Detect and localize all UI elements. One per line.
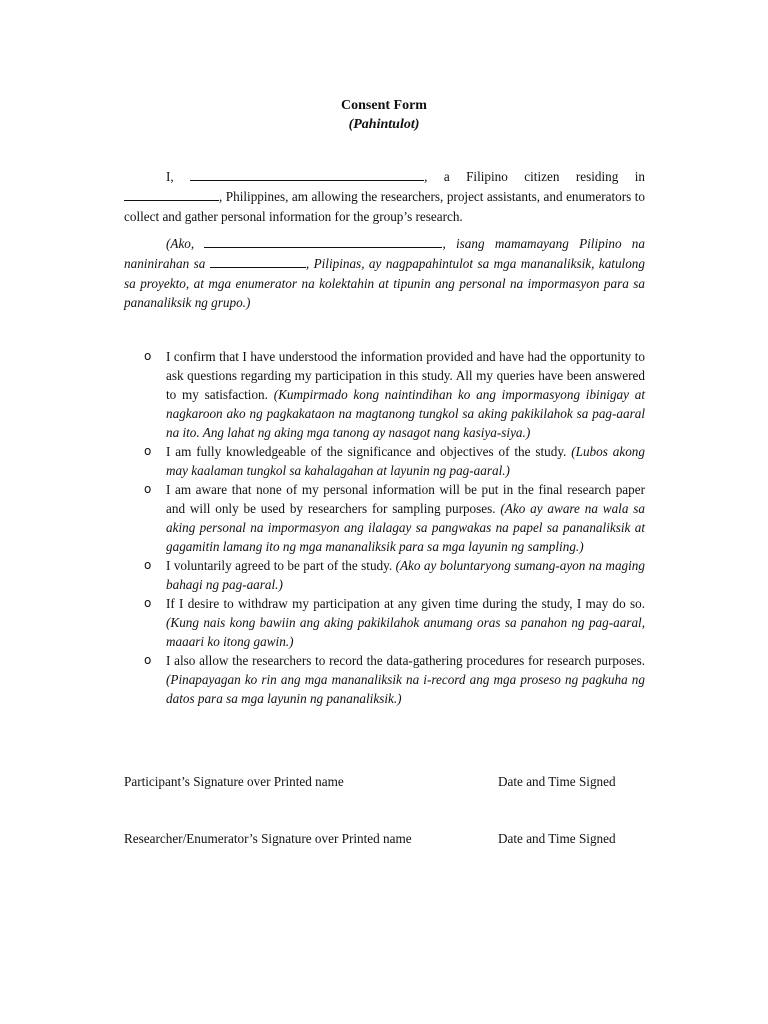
- bullet-icon: o: [144, 653, 152, 667]
- form-subtitle: (Pahintulot): [348, 117, 420, 132]
- intro-tl-start: (Ako,: [166, 236, 205, 251]
- list-item: [124, 347, 645, 442]
- bullet-icon: o: [144, 558, 152, 572]
- statement-en: I am aware that none of my personal information will be put in the final research paper and will only be used by researchers for sampling purposes.: [166, 482, 645, 516]
- form-title: Consent Form: [341, 98, 427, 113]
- statement-en: I confirm that I have understood the information provided and have had the opportunity to ask questions regarding my participation in this study. All my queries have been answered to my satisfaction.: [166, 349, 645, 402]
- list-item: [124, 594, 645, 651]
- statement-tl: (Ako ay boluntaryong sumang-ayon na maging bahagi ng pag-aaral.): [166, 558, 645, 592]
- researcher-date-label: Date and Time Signed: [498, 831, 616, 846]
- statement-tl: (Lubos akong may kaalaman tungkol sa kahalagahan at layunin ng pag-aaral.): [166, 444, 645, 478]
- participant-date-label: Date and Time Signed: [498, 774, 616, 789]
- residence-blank[interactable]: [124, 186, 219, 201]
- intro-en-mid2: , Philippines, am allowing the researchers, project assistants, and enumerators to collect and gather personal information for the group’s research.: [124, 189, 645, 224]
- intro-tl-mid1: , isang mamamayang Pilipino na naninirahan sa: [124, 236, 645, 272]
- statement-tl: (Kumpirmado kong naintindihan ko ang impormasyong ibinigay at nagkaroon ako ng pagkakataon na magtanong tungkol sa aking pakikilahok sa pag-aaral na ito. Ang lahat ng aking mga tanong ay nasagot nang kasiya-siya.): [166, 387, 645, 440]
- intro-paragraph-english: [124, 166, 645, 226]
- list-item: [124, 556, 645, 594]
- intro-tl-mid2: , Pilipinas, ay nagpapahintulot sa mga mananaliksik, katulong sa proyekto, at mga enumerator na kolektahin at tipunin ang personal na impormasyon para sa pananaliksik ng grupo.): [124, 256, 645, 311]
- list-item: [124, 480, 645, 556]
- bullet-icon: o: [144, 349, 152, 363]
- bullet-icon: o: [144, 482, 152, 496]
- bullet-icon: o: [144, 444, 152, 458]
- statement-en: I am fully knowledgeable of the significance and objectives of the study.: [166, 444, 572, 459]
- intro-en-start: I,: [166, 169, 191, 184]
- intro-paragraph-tagalog: [124, 233, 645, 313]
- list-item: [124, 442, 645, 480]
- statement-tl: (Ako ay aware na wala sa aking personal na impormasyon ang ilalagay sa pangwakas na papel sa pananaliksik at gagamitin lamang ito ng mga mananaliksik para sa mga layunin ng sampling.): [166, 501, 645, 554]
- statement-tl: (Kung nais kong bawiin ang aking pakikilahok anumang oras sa panahon ng pag-aaral, maaari ko itong gawin.): [166, 615, 645, 649]
- list-item: [124, 651, 645, 708]
- researcher-signature-label: Researcher/Enumerator’s Signature over Printed name: [124, 831, 412, 846]
- statement-en: I voluntarily agreed to be part of the study.: [166, 558, 396, 573]
- name-blank-tagalog[interactable]: [204, 233, 442, 248]
- statement-en: If I desire to withdraw my participation at any given time during the study, I may do so.: [166, 596, 645, 611]
- bullet-icon: o: [144, 596, 152, 610]
- residence-blank-tagalog[interactable]: [210, 253, 306, 268]
- participant-signature-label: Participant’s Signature over Printed name: [124, 774, 344, 789]
- intro-en-mid1: , a Filipino citizen residing in: [424, 169, 645, 184]
- name-blank[interactable]: [190, 166, 424, 181]
- consent-statements-list: [124, 347, 645, 708]
- statement-tl: (Pinapayagan ko rin ang mga mananaliksik na i-record ang mga proseso ng pagkuha ng datos para sa mga layunin ng pananaliksik.): [166, 672, 645, 706]
- statement-en: I also allow the researchers to record the data-gathering procedures for research purposes.: [166, 653, 645, 668]
